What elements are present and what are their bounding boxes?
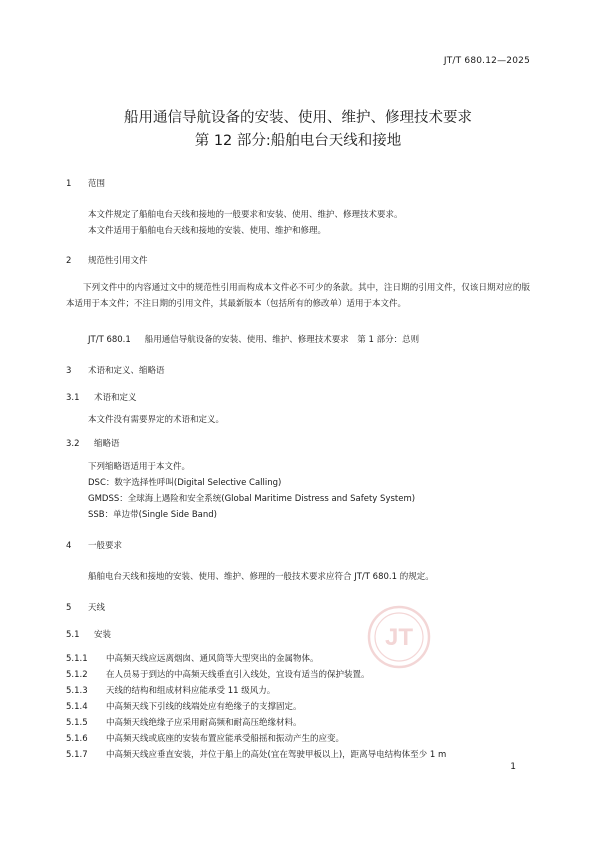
normative-reference [88,333,419,345]
section-2-paragraph: 下列文件中的内容通过文中的规范性引用而构成本文件必不可少的条款。其中，注日期的引用文件，仅该日期对应的版本适用于本文件；不注日期的引用文件，其最新版本（包括所有的修改单）适用于本文件。 [66,283,530,309]
stamp-seal-icon [366,604,432,670]
clause-number: 5.1.6 [66,734,88,744]
clause-text: 天线的结构和组成材料应能承受 11 级风力。 [106,686,276,696]
clause-text: 在人员易于到达的中高频天线垂直引入线处，宜设有适当的保护装置。 [106,670,370,680]
section-title: 范围 [88,179,106,189]
section-5-heading [66,601,105,613]
document-subtitle: 第 12 部分:船舶电台天线和接地 [194,133,402,149]
clause-number: 5.1.4 [66,702,88,712]
section-title: 缩略语 [94,439,120,449]
section-title: 安装 [94,630,112,640]
abbreviation-item: DSC：数字选择性呼叫(Digital Selective Calling) [88,478,282,488]
section-title: 规范性引用文件 [88,256,148,266]
clause-item [66,700,302,712]
jt-watermark-stamp [366,604,432,670]
clause-text: 中高频天线下引线的线端处应有绝缘子的支撑固定。 [106,702,302,712]
abbreviation-item: GMDSS：全球海上遇险和安全系统(Global Maritime Distress and Safety System) [88,494,416,504]
clause-number: 5.1.7 [66,750,88,760]
clause-text: 中高频天线应垂直安装，并位于船上的高处(宜在驾驶甲板以上)，距离导电结构体至少 1 m [106,750,447,760]
section-title: 天线 [88,603,106,613]
subsection-5-1-heading [66,628,111,640]
section-4-text: 船舶电台天线和接地的安装、使用、维护、修理的一般技术要求应符合 JT/T 680.1 的规定。 [88,572,434,582]
section-number: 3.1 [66,393,80,403]
subsection-3-1-text: 本文件没有需要界定的术语和定义。 [88,415,225,425]
section-title: 术语和定义 [94,393,137,403]
document-title: 船用通信导航设备的安装、使用、维护、修理技术要求 [124,110,472,126]
section-number: 2 [66,256,72,266]
section-1-heading [66,177,105,189]
clause-text: 中高频天线应远离烟囱、通风筒等大型突出的金属物体。 [106,654,319,664]
clause-number: 5.1.2 [66,670,88,680]
section-4-heading [66,539,122,551]
clause-item [66,716,302,728]
subsection-3-1-heading [66,391,137,403]
section-number: 4 [66,541,72,551]
standard-code: JT/T 680.12—2025 [443,56,530,66]
section-title: 术语和定义、缩略语 [88,366,165,376]
subsection-3-2-heading [66,437,120,449]
abbreviation-item: SSB：单边带(Single Side Band) [88,510,217,520]
section-number: 3 [66,366,72,376]
section-1-paragraph-1: 本文件规定了船舶电台天线和接地的一般要求和安装、使用、维护、修理技术要求。 [88,210,403,220]
reference-code: JT/T 680.1 [88,335,131,345]
clause-item [66,684,275,696]
clause-item [66,668,370,680]
clause-item [66,732,344,744]
clause-item [66,748,446,760]
clause-number: 5.1.5 [66,718,88,728]
abbreviation-intro: 下列缩略语适用于本文件。 [88,462,191,472]
clause-text: 中高频天线绝缘子应采用耐高频和耐高压绝缘材料。 [106,718,302,728]
section-number: 3.2 [66,439,80,449]
clause-number: 5.1.3 [66,686,88,696]
reference-title: 船用通信导航设备的安装、使用、维护、修理技术要求 第 1 部分：总则 [144,335,420,345]
section-title: 一般要求 [88,541,123,551]
clause-number: 5.1.1 [66,654,88,664]
clause-text: 中高频天线或底座的安装布置应能承受船摇和振动产生的应变。 [106,734,345,744]
section-number: 1 [66,179,72,189]
clause-item [66,652,319,664]
stamp-text: JT [384,624,414,651]
page-number: 1 [510,762,516,772]
section-number: 5 [66,603,72,613]
section-number: 5.1 [66,630,80,640]
section-3-heading [66,364,165,376]
section-2-heading [66,254,148,266]
section-1-paragraph-2: 本文件适用于船舶电台天线和接地的安装、使用、维护和修理。 [88,226,327,236]
